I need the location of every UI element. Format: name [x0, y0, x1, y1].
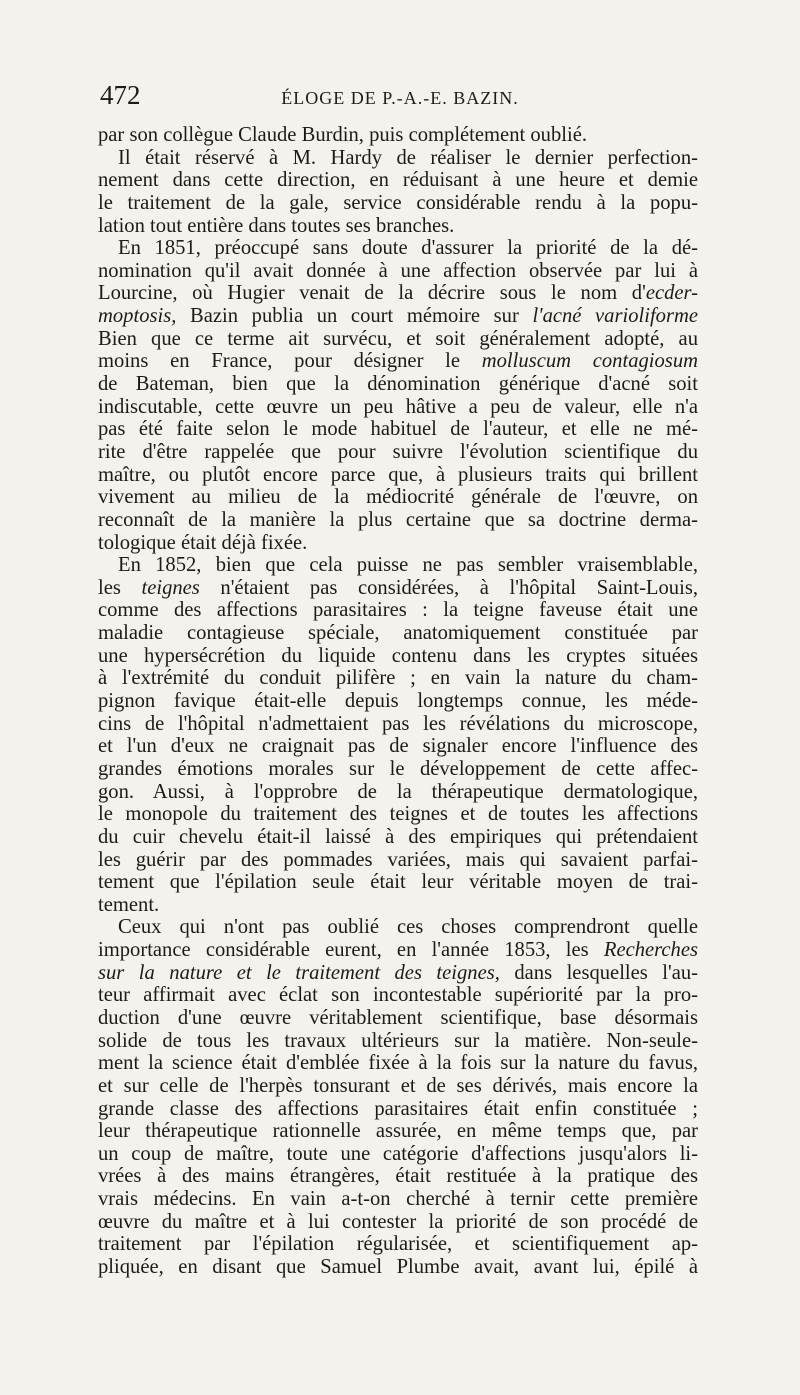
text-segment: de Bateman, bien que la dénomination générique d'acné soit — [98, 373, 698, 396]
text-segment: maître, ou plutôt encore parce que, à plusieurs traits qui brillent — [98, 463, 698, 486]
text-segment: à l'extrémité du conduit pilifère ; en vain la nature du cham- — [98, 667, 698, 690]
text-segment: vrais médecins. En vain a-t-on cherché à ternir cette première — [98, 1188, 698, 1211]
text-segment: pas été faite selon le mode habituel de l'auteur, et elle ne mé- — [98, 418, 698, 441]
text-line — [98, 396, 698, 419]
text-segment: pliquée, en disant que Samuel Plumbe avait, avant lui, épilé à — [98, 1256, 698, 1279]
text-segment: grandes émotions morales sur le développement de cette affec- — [98, 757, 698, 780]
text-line — [98, 215, 698, 238]
text-segment: importance considérable eurent, en l'année 1853, les — [98, 939, 604, 962]
text-line — [98, 577, 698, 600]
text-segment: Bien que ce terme ait survécu, et soit généralement adopté, au — [98, 327, 698, 350]
text-line — [98, 554, 698, 577]
text-line — [98, 1165, 698, 1188]
text-line — [98, 916, 698, 939]
text-line — [98, 735, 698, 758]
text-segment: vrées à des mains étrangères, était restituée à la pratique des — [98, 1165, 698, 1188]
text-segment: n'étaient pas considérées, à l'hôpital Saint-Louis, — [199, 576, 698, 599]
text-line — [98, 849, 698, 872]
text-segment: ment la science était d'emblée fixée à la fois sur la nature du favus, — [98, 1052, 698, 1075]
text-line — [98, 260, 698, 283]
text-line — [98, 894, 698, 917]
text-segment: reconnaît de la manière la plus certaine que sa doctrine derma- — [98, 508, 698, 531]
text-line — [98, 1098, 698, 1121]
text-line — [98, 282, 698, 305]
text-segment: et l'un d'eux ne craignait pas de signaler encore l'influence des — [98, 735, 698, 758]
italic-text-segment: Recherches — [603, 939, 698, 962]
text-line — [98, 758, 698, 781]
page-header — [98, 80, 702, 120]
text-line — [98, 645, 698, 668]
italic-text-segment: ecder- — [645, 282, 698, 305]
italic-text-segment: l'acné varioliforme — [532, 305, 699, 328]
text-line — [98, 464, 698, 487]
text-segment: le monopole du traitement des teignes et de toutes les affections — [98, 803, 698, 826]
text-segment: lation tout entière dans toutes ses branches. — [98, 214, 455, 237]
italic-text-segment: moptosis, — [98, 305, 177, 328]
text-segment: comme des affections parasitaires : la teigne faveuse était une — [98, 599, 698, 622]
text-line — [98, 984, 698, 1007]
text-segment: un coup de maître, toute une catégorie d'affections jusqu'alors li- — [98, 1142, 698, 1165]
text-line — [98, 871, 698, 894]
text-line — [98, 441, 698, 464]
text-line — [98, 1188, 698, 1211]
text-line — [98, 939, 698, 962]
text-segment: gon. Aussi, à l'opprobre de la thérapeutique dermatologique, — [98, 780, 698, 803]
text-segment: indiscutable, cette œuvre un peu hâtive a peu de valeur, elle n'a — [98, 395, 698, 418]
text-segment: Lourcine, où Hugier venait de la décrire sous le nom d' — [98, 282, 646, 305]
text-line — [98, 667, 698, 690]
text-segment: En 1851, préoccupé sans doute d'assurer la priorité de la dé- — [118, 237, 698, 260]
text-segment: grande classe des affections parasitaires était enfin constituée ; — [98, 1097, 698, 1120]
text-segment: une hypersécrétion du liquide contenu dans les cryptes situées — [98, 644, 698, 667]
text-line — [98, 962, 698, 985]
italic-text-segment: molluscum contagiosum — [481, 350, 698, 373]
text-line — [98, 124, 698, 147]
text-segment: duction d'une œuvre véritablement scientifique, base désormais — [98, 1006, 698, 1029]
text-line — [98, 622, 698, 645]
text-segment: En 1852, bien que cela puisse ne pas sembler vraisemblable, — [118, 554, 698, 577]
text-segment: du cuir chevelu était-il laissé à des empiriques qui prétendaient — [98, 825, 698, 848]
text-line — [98, 781, 698, 804]
text-segment: traitement par l'épilation régularisée, et scientifiquement ap- — [98, 1233, 698, 1256]
text-line — [98, 373, 698, 396]
text-segment: Ceux qui n'ont pas oublié ces choses comprendront quelle — [118, 916, 698, 939]
text-segment: œuvre du maître et à lui contester la priorité de son procédé de — [98, 1210, 698, 1233]
text-segment: solide de tous les travaux ultérieurs sur la matière. Non-seule- — [98, 1029, 698, 1052]
text-segment: nement dans cette direction, en réduisant à une heure et demie — [98, 169, 698, 192]
text-line — [98, 1256, 698, 1279]
text-segment: et sur celle de l'herpès tonsurant et de ses dérivés, mais encore la — [98, 1074, 698, 1097]
body-text — [98, 124, 698, 1279]
text-line — [98, 1030, 698, 1053]
text-line — [98, 1075, 698, 1098]
text-line — [98, 532, 698, 555]
text-segment: Bazin publia un court mémoire sur — [176, 305, 533, 328]
page-number: 472 — [100, 80, 141, 110]
text-segment: moins en France, pour désigner le — [98, 350, 482, 373]
text-line — [98, 1211, 698, 1234]
text-line — [98, 1120, 698, 1143]
text-segment: tement que l'épilation seule était leur véritable moyen de trai- — [98, 871, 698, 894]
italic-text-segment: teignes — [141, 576, 200, 599]
italic-text-segment: sur la nature et le traitement des teignes, — [98, 961, 500, 984]
text-segment: les — [98, 576, 142, 599]
text-segment: cins de l'hôpital n'admettaient pas les révélations du microscope, — [98, 712, 698, 735]
text-line — [98, 803, 698, 826]
text-line — [98, 486, 698, 509]
text-segment: dans lesquelles l'au- — [499, 961, 698, 984]
text-line — [98, 237, 698, 260]
text-line — [98, 1143, 698, 1166]
text-line — [98, 305, 698, 328]
text-segment: leur thérapeutique rationnelle assurée, en même temps que, par — [98, 1120, 698, 1143]
text-line — [98, 1233, 698, 1256]
text-line — [98, 826, 698, 849]
text-segment: teur affirmait avec éclat son incontestable supériorité par la pro- — [98, 984, 698, 1007]
text-segment: pignon favique était-elle depuis longtemps connue, les méde- — [98, 690, 698, 713]
text-segment: vivement au milieu de la médiocrité générale de l'œuvre, on — [98, 486, 698, 509]
text-line — [98, 192, 698, 215]
text-line — [98, 713, 698, 736]
text-segment: nomination qu'il avait donnée à une affection observée par lui à — [98, 259, 698, 282]
text-line — [98, 690, 698, 713]
text-segment: rite d'être rappelée que pour suivre l'évolution scientifique du — [98, 440, 698, 463]
text-segment: les guérir par des pommades variées, mais qui savaient parfai- — [98, 848, 698, 871]
text-line — [98, 599, 698, 622]
running-title: ÉLOGE DE P.-A.-E. BAZIN. — [281, 88, 519, 108]
text-line — [98, 328, 698, 351]
text-line — [98, 350, 698, 373]
text-segment: tologique était déjà fixée. — [98, 531, 308, 554]
text-line — [98, 169, 698, 192]
text-line — [98, 509, 698, 532]
text-segment: maladie contagieuse spéciale, anatomiquement constituée par — [98, 622, 698, 645]
text-line — [98, 147, 698, 170]
text-segment: Il était réservé à M. Hardy de réaliser le dernier perfection- — [118, 146, 698, 169]
text-line — [98, 1052, 698, 1075]
text-segment: par son collègue Claude Burdin, puis complétement oublié. — [98, 124, 587, 146]
text-line — [98, 1007, 698, 1030]
text-segment: tement. — [98, 893, 160, 916]
text-segment: le traitement de la gale, service considérable rendu à la popu- — [98, 191, 698, 214]
text-line — [98, 418, 698, 441]
